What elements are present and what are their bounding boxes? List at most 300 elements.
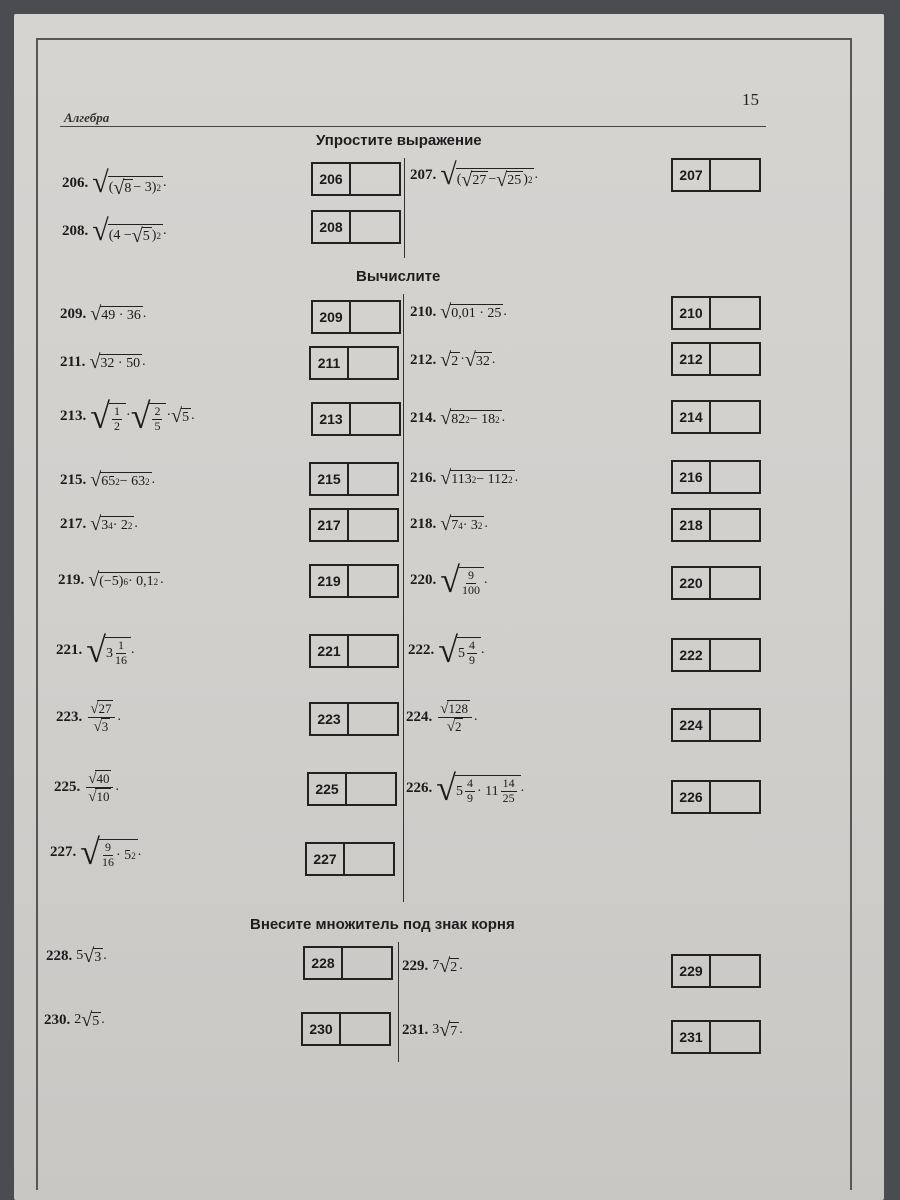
problem-227 — [50, 834, 141, 870]
math-term — [456, 168, 535, 190]
answer-field[interactable] — [351, 302, 399, 332]
text-fragment: 211. — [60, 353, 86, 370]
math-term: 1 — [114, 404, 121, 419]
problem-228 — [46, 946, 107, 966]
answer-box-207[interactable] — [671, 158, 761, 192]
text-fragment: ) — [151, 228, 157, 243]
radical-sign: √ — [90, 513, 102, 535]
problem-207 — [410, 160, 538, 190]
problem-229 — [402, 956, 463, 976]
answer-field[interactable] — [711, 344, 759, 374]
square-root — [440, 160, 534, 190]
answer-field[interactable] — [711, 510, 759, 540]
problem-217 — [60, 514, 138, 534]
problem-213 — [60, 398, 195, 434]
square-root — [438, 632, 481, 668]
answer-field[interactable] — [341, 1014, 389, 1044]
text-fragment: . — [491, 352, 496, 367]
square-root — [131, 398, 167, 434]
text-fragment: 219. — [58, 571, 85, 588]
answer-field[interactable] — [711, 782, 759, 812]
text-fragment: 220. — [410, 571, 437, 588]
text-fragment: · 2 — [112, 518, 128, 533]
exponent: 2 — [495, 415, 500, 425]
answer-field[interactable] — [349, 510, 397, 540]
text-fragment: . — [520, 780, 525, 795]
radical-sign: √ — [89, 351, 101, 373]
radical-sign: √ — [93, 718, 102, 735]
answer-box-212[interactable] — [671, 342, 761, 376]
problem-218 — [410, 514, 488, 534]
answer-box-228[interactable] — [303, 946, 393, 980]
text-fragment: 220 — [673, 568, 711, 598]
text-fragment: 213 — [313, 404, 351, 434]
math-term: 14 — [502, 776, 515, 791]
page-number: 15 — [742, 90, 759, 109]
math-term: 100 — [462, 583, 481, 598]
problem-219 — [58, 570, 164, 590]
page-frame — [36, 38, 852, 1190]
radical-sign: √ — [438, 630, 459, 670]
square-root — [80, 834, 137, 870]
math-term — [108, 176, 163, 198]
answer-box-213[interactable] — [311, 402, 401, 436]
text-fragment: 214. — [410, 409, 437, 426]
math-expression — [440, 468, 518, 488]
math-term: 2 — [114, 419, 121, 434]
square-root — [88, 570, 160, 590]
answer-box-223[interactable] — [309, 702, 399, 736]
problem-215 — [60, 470, 155, 490]
text-fragment: · 3 — [462, 518, 478, 533]
square-root — [436, 770, 520, 806]
answer-box-206[interactable] — [311, 162, 401, 196]
radical-sign: √ — [90, 303, 102, 325]
section-title-compute: Вычислите — [356, 268, 441, 285]
exponent: 2 — [508, 475, 513, 485]
exponent: 2 — [156, 231, 161, 241]
text-fragment: 5 — [458, 645, 466, 661]
math-term: 0,01 · 25 — [451, 306, 502, 321]
text-fragment: . — [101, 1012, 105, 1027]
text-fragment: 206. — [62, 174, 89, 191]
radical-sign: √ — [446, 718, 455, 735]
exponent: 4 — [108, 521, 113, 531]
square-root — [90, 514, 134, 534]
square-root — [90, 470, 151, 490]
problem-226 — [406, 770, 524, 806]
answer-field[interactable] — [711, 462, 759, 492]
text-fragment: 212. — [410, 351, 437, 368]
text-fragment: 231. — [402, 1021, 429, 1038]
answer-box-215[interactable] — [309, 462, 399, 496]
answer-box-211[interactable] — [309, 346, 399, 380]
text-fragment: 217. — [60, 515, 87, 532]
text-fragment: 5 — [76, 948, 84, 963]
answer-box-221[interactable] — [309, 634, 399, 668]
text-fragment: . — [459, 958, 463, 973]
text-fragment: . — [103, 948, 107, 963]
math-term: 7 — [450, 1024, 458, 1039]
math-term: 128 — [448, 701, 468, 716]
radical-sign: √ — [83, 945, 95, 967]
radical-sign: √ — [439, 1019, 451, 1041]
answer-field[interactable] — [711, 710, 759, 740]
text-fragment: . — [481, 642, 485, 657]
text-fragment: 65 — [101, 474, 116, 489]
answer-box-231[interactable] — [671, 1020, 761, 1054]
text-fragment: 218. — [410, 515, 437, 532]
math-term: 5 — [154, 419, 161, 434]
answer-field[interactable] — [711, 640, 759, 670]
text-fragment: − 112 — [476, 472, 509, 487]
math-expression — [86, 700, 121, 735]
exponent: 2 — [527, 175, 533, 185]
section-title-simplify: Упростите выражение — [316, 132, 482, 149]
section-title-factor-under-root: Внесите множитель под знак корня — [250, 916, 515, 933]
text-fragment: 223 — [311, 704, 349, 734]
text-fragment: . — [501, 410, 506, 425]
text-fragment: 221. — [56, 641, 83, 658]
math-term: 27 — [472, 173, 487, 188]
text-fragment: . — [459, 1022, 463, 1037]
answer-field[interactable] — [711, 1022, 759, 1052]
problem-208 — [62, 216, 166, 246]
text-fragment: 113 — [451, 472, 472, 487]
math-expression — [76, 946, 106, 966]
problem-220 — [410, 562, 488, 598]
math-term: 1 — [118, 638, 125, 653]
math-expression — [440, 562, 487, 598]
text-fragment: (−5) — [99, 574, 124, 589]
text-fragment: 216 — [673, 462, 711, 492]
text-fragment: 218 — [673, 510, 711, 540]
text-fragment: 229 — [673, 956, 711, 986]
square-root — [90, 398, 126, 434]
math-term — [105, 637, 131, 668]
text-fragment: · 0,1 — [127, 574, 154, 589]
math-term — [98, 572, 160, 590]
problem-222 — [408, 632, 485, 668]
math-term: 27 — [98, 701, 112, 716]
text-fragment: 209. — [60, 305, 87, 322]
text-fragment: 224 — [673, 710, 711, 740]
radical-sign: √ — [461, 169, 473, 191]
header-rule — [60, 126, 766, 127]
text-fragment: . — [534, 167, 538, 182]
fraction — [467, 639, 477, 668]
square-root — [439, 956, 459, 976]
math-term — [450, 470, 514, 488]
answer-field[interactable] — [351, 164, 399, 194]
answer-box-209[interactable] — [311, 300, 401, 334]
text-fragment: ) — [523, 172, 528, 187]
math-term: 5 — [92, 1014, 100, 1029]
radical-sign: √ — [440, 560, 461, 600]
text-fragment: 209 — [313, 302, 351, 332]
radical-sign: √ — [440, 700, 449, 717]
square-root — [440, 302, 503, 322]
answer-box-210[interactable] — [671, 296, 761, 330]
text-fragment: . — [137, 844, 142, 859]
square-root — [440, 468, 514, 488]
answer-field[interactable] — [711, 160, 759, 190]
square-root — [440, 514, 484, 534]
answer-field[interactable] — [711, 298, 759, 328]
math-expression — [88, 570, 163, 590]
text-fragment: . — [142, 306, 147, 321]
radical-sign: √ — [92, 166, 109, 199]
math-term — [450, 516, 484, 534]
math-term — [94, 718, 111, 735]
answer-field[interactable] — [343, 948, 391, 978]
answer-field[interactable] — [351, 212, 399, 242]
math-expression — [432, 956, 462, 976]
text-fragment: 210 — [673, 298, 711, 328]
math-term: 9 — [468, 568, 475, 583]
fraction — [88, 700, 115, 735]
square-root — [92, 216, 163, 246]
square-root — [447, 718, 464, 735]
answer-box-217[interactable] — [309, 508, 399, 542]
math-expression — [440, 514, 488, 534]
answer-box-220[interactable] — [671, 566, 761, 600]
exponent: 2 — [465, 415, 470, 425]
running-title: Алгебра — [64, 110, 110, 125]
answer-field[interactable] — [711, 956, 759, 986]
answer-field[interactable] — [347, 774, 395, 804]
exponent: 2 — [477, 521, 483, 531]
text-fragment: 206 — [313, 164, 351, 194]
text-fragment: 227. — [50, 843, 77, 860]
answer-field[interactable] — [349, 566, 397, 596]
problem-206 — [62, 168, 166, 198]
radical-sign: √ — [90, 469, 102, 491]
answer-box-219[interactable] — [309, 564, 399, 598]
math-expression — [90, 304, 146, 324]
square-root — [94, 718, 111, 735]
square-root — [171, 406, 191, 426]
math-term: 4 — [469, 638, 476, 653]
answer-field[interactable] — [349, 636, 397, 666]
square-root — [440, 700, 470, 717]
square-root — [439, 1020, 459, 1040]
text-fragment: 212 — [673, 344, 711, 374]
fraction — [462, 569, 480, 598]
text-fragment: − 63 — [119, 474, 146, 489]
text-fragment: 219 — [311, 566, 349, 596]
answer-box-208[interactable] — [311, 210, 401, 244]
text-fragment: . — [484, 572, 488, 587]
square-root — [83, 946, 103, 966]
square-root — [88, 788, 111, 805]
math-term: 8 — [124, 181, 132, 196]
math-expression — [440, 350, 495, 370]
text-fragment: 214 — [673, 402, 711, 432]
math-expression — [89, 352, 145, 372]
text-fragment: . — [484, 516, 488, 531]
text-fragment: 211 — [311, 348, 349, 378]
fraction — [465, 777, 475, 806]
problem-231 — [402, 1020, 463, 1040]
text-fragment: . — [151, 472, 156, 487]
text-fragment: 215. — [60, 471, 87, 488]
text-fragment: . — [117, 709, 121, 725]
radical-sign: √ — [88, 569, 100, 591]
answer-field[interactable] — [711, 568, 759, 598]
text-fragment: 7 — [432, 958, 440, 973]
math-term — [100, 472, 151, 490]
math-expression — [436, 770, 524, 806]
math-term — [108, 224, 163, 246]
fraction — [102, 841, 114, 870]
radical-sign: √ — [464, 349, 476, 371]
radical-sign: √ — [88, 770, 97, 787]
fraction — [152, 405, 162, 434]
text-fragment: 2 — [74, 1012, 82, 1027]
math-term: 4 — [467, 776, 474, 791]
math-term: 5 — [182, 410, 190, 425]
exponent: 2 — [115, 477, 120, 487]
math-term — [459, 567, 484, 598]
text-fragment: 208. — [62, 222, 89, 239]
math-term — [450, 410, 501, 428]
fraction — [112, 405, 122, 434]
answer-box-226[interactable] — [671, 780, 761, 814]
math-term — [100, 516, 134, 534]
math-expression — [440, 302, 507, 322]
square-root — [90, 304, 143, 324]
math-term — [88, 700, 115, 718]
text-fragment: 213. — [60, 407, 87, 424]
radical-sign: √ — [496, 169, 508, 191]
problem-224 — [406, 700, 477, 735]
radical-sign: √ — [130, 396, 151, 436]
text-fragment: 3 — [106, 645, 114, 661]
math-expression — [436, 700, 477, 735]
square-root — [86, 632, 131, 668]
text-fragment: · — [126, 408, 131, 423]
problem-211 — [60, 352, 146, 372]
exponent: 2 — [156, 183, 161, 193]
radical-sign: √ — [436, 768, 457, 808]
text-fragment: ( — [456, 172, 462, 187]
text-fragment: · 5 — [116, 847, 132, 863]
text-fragment: . — [115, 779, 119, 795]
text-fragment: . — [131, 642, 135, 657]
column-divider — [403, 294, 404, 902]
math-term — [109, 403, 126, 434]
problem-223 — [56, 700, 121, 735]
text-fragment: 226. — [406, 779, 433, 796]
text-fragment: 217 — [311, 510, 349, 540]
text-fragment: 222 — [673, 640, 711, 670]
text-fragment: 82 — [451, 412, 466, 427]
answer-field[interactable] — [345, 844, 393, 874]
exponent: 6 — [123, 577, 128, 587]
answer-box-214[interactable] — [671, 400, 761, 434]
text-fragment: . — [162, 223, 167, 238]
text-fragment: ( — [108, 180, 114, 195]
answer-box-216[interactable] — [671, 460, 761, 494]
answer-box-227[interactable] — [305, 842, 395, 876]
answer-field[interactable] — [711, 402, 759, 432]
square-root — [465, 350, 492, 370]
text-fragment: . — [162, 175, 167, 190]
radical-sign: √ — [90, 396, 111, 436]
answer-field[interactable] — [349, 464, 397, 494]
text-fragment: 207. — [410, 166, 437, 183]
text-fragment: 231 — [673, 1022, 711, 1052]
answer-box-218[interactable] — [671, 508, 761, 542]
exponent: 2 — [145, 477, 150, 487]
answer-box-224[interactable] — [671, 708, 761, 742]
math-term — [457, 637, 481, 668]
math-term: 2 — [454, 718, 462, 734]
square-root — [440, 350, 460, 370]
math-expression — [440, 160, 538, 190]
math-term: 25 — [507, 173, 522, 188]
text-fragment: 226 — [673, 782, 711, 812]
problem-209 — [60, 304, 146, 324]
math-term — [88, 788, 111, 805]
text-fragment: . — [514, 470, 519, 485]
answer-box-225[interactable] — [307, 772, 397, 806]
radical-sign: √ — [440, 513, 452, 535]
answer-box-230[interactable] — [301, 1012, 391, 1046]
answer-box-229[interactable] — [671, 954, 761, 988]
square-root — [90, 700, 113, 717]
problem-210 — [410, 302, 507, 322]
text-fragment: 223. — [56, 708, 83, 725]
math-term: 16 — [115, 653, 128, 668]
radical-sign: √ — [440, 467, 452, 489]
exponent: 2 — [153, 577, 159, 587]
text-fragment: · — [460, 352, 465, 367]
math-term: 40 — [96, 771, 110, 786]
square-root — [89, 352, 142, 372]
answer-field[interactable] — [349, 348, 397, 378]
text-fragment: 224. — [406, 708, 433, 725]
answer-field[interactable] — [349, 704, 397, 734]
answer-field[interactable] — [351, 404, 399, 434]
text-fragment: . — [191, 408, 195, 423]
math-term: 3 — [101, 718, 109, 734]
math-term: 9 — [469, 653, 476, 668]
radical-sign: √ — [81, 1009, 93, 1031]
math-term: 9 — [105, 840, 112, 855]
math-expression — [86, 632, 134, 668]
math-expression — [92, 216, 166, 246]
text-fragment: 3 — [101, 518, 109, 533]
math-term — [447, 718, 464, 735]
problem-230 — [44, 1010, 105, 1030]
radical-sign: √ — [92, 214, 109, 247]
math-expression — [432, 1020, 462, 1040]
radical-sign: √ — [90, 700, 99, 717]
text-fragment: − — [488, 172, 497, 187]
fraction — [501, 777, 517, 806]
problem-214 — [410, 408, 505, 428]
radical-sign: √ — [440, 407, 452, 429]
fraction — [86, 770, 113, 805]
answer-box-222[interactable] — [671, 638, 761, 672]
exponent: 4 — [458, 521, 463, 531]
math-term: 2 — [451, 354, 459, 369]
radical-sign: √ — [171, 405, 183, 427]
math-term — [86, 770, 113, 788]
text-fragment: 210. — [410, 303, 437, 320]
